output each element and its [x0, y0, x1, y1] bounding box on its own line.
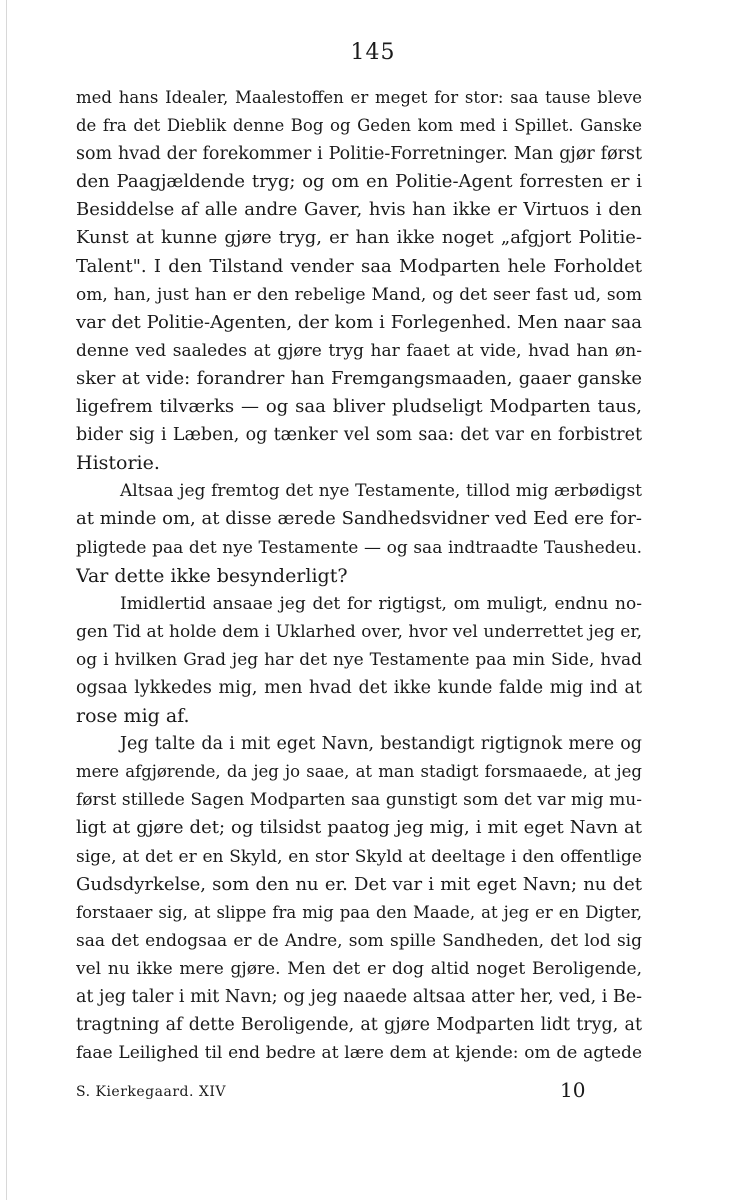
text-line: Var dette ikke besynderligt?: [76, 564, 348, 587]
text-line: faae Leilighed til end bedre at lære dem at kjende: om de agtede: [76, 1043, 642, 1064]
paragraph-first-line: Imidlertid ansaae jeg det for rigtigst, om muligt, endnu no-: [120, 593, 642, 614]
text-line: og i hvilken Grad jeg har det nye Testamente paa min Side, hvad: [76, 649, 642, 670]
text-line: om, han, just han er den rebelige Mand, og det seer fast ud, som: [76, 284, 642, 305]
text-line: Besiddelse af alle andre Gaver, hvis han ikke er Virtuos i den: [76, 199, 642, 221]
text-line: de fra det Dieblik denne Bog og Geden kom med i Spillet. Ganske: [76, 116, 642, 136]
sheet-number: 10: [560, 1078, 586, 1102]
paragraph-first-line: Altsaa jeg fremtog det nye Testamente, tillod mig ærbødigst: [120, 481, 642, 502]
page-edge: [6, 0, 7, 1200]
text-line: tragtning af dette Beroligende, at gjøre Modparten lidt tryg, at: [76, 1015, 642, 1036]
text-line: mere afgjørende, da jeg jo saae, at man stadigt forsmaaede, at jeg: [76, 762, 642, 782]
text-line: først stillede Sagen Modparten saa gunstigt som det var mig mu-: [76, 790, 642, 811]
text-line: ligt at gjøre det; og tilsidst paatog jeg mig, i mit eget Navn at: [76, 817, 642, 839]
text-line: saa det endogsaa er de Andre, som spille Sandheden, det lod sig: [76, 930, 642, 951]
text-line: bider sig i Læben, og tænker vel som saa: det var en forbistret: [76, 425, 642, 446]
text-line: at jeg taler i mit Navn; og jeg naaede altsaa atter her, ved, i Be-: [76, 987, 642, 1007]
text-line: rose mig af.: [76, 705, 190, 728]
text-line: ligefrem tilværks — og saa bliver pludseligt Modparten taus,: [76, 396, 642, 418]
signature-mark: S. Kierkegaard. XIV: [76, 1084, 226, 1100]
text-line: sker at vide: forandrer han Fremgangsmaaden, gaaer ganske: [76, 367, 642, 389]
text-line: Kunst at kunne gjøre tryg, er han ikke noget „afgjort Politie-: [76, 227, 642, 249]
text-line: var det Politie-Agenten, der kom i Forlegenhed. Men naar saa: [76, 311, 642, 333]
page-footer: [76, 1078, 642, 1102]
text-line: den Paagjældende tryg; og om en Politie-Agent forresten er i: [76, 171, 642, 193]
text-line: Historie.: [76, 452, 160, 475]
page-number: 145: [350, 40, 396, 65]
text-line: forstaaer sig, at slippe fra mig paa den Maade, at jeg er en Digter,: [76, 902, 642, 922]
paragraph-first-line: Jeg talte da i mit eget Navn, bestandigt rigtignok mere og: [120, 734, 642, 755]
text-line: Talent". I den Tilstand vender saa Modparten hele Forholdet: [76, 255, 642, 277]
body-text: [76, 84, 642, 1067]
text-line: denne ved saaledes at gjøre tryg har faaet at vide, hvad han øn-: [76, 340, 642, 361]
text-line: ogsaa lykkedes mig, men hvad det ikke kunde falde mig ind at: [76, 677, 642, 698]
text-line: sige, at det er en Skyld, en stor Skyld at deeltage i den offentlige: [76, 846, 642, 867]
text-line: med hans Idealer, Maalestoffen er meget for stor: saa tause bleve: [76, 88, 642, 107]
text-line: pligtede paa det nye Testamente — og saa indtraadte Taushedeu.: [76, 537, 642, 558]
text-line: Gudsdyrkelse, som den nu er. Det var i mit eget Navn; nu det: [76, 873, 642, 895]
text-line: vel nu ikke mere gjøre. Men det er dog altid noget Beroligende,: [76, 958, 642, 979]
text-line: gen Tid at holde dem i Uklarhed over, hvor vel underrettet jeg er,: [76, 621, 642, 642]
text-line: som hvad der forekommer i Politie-Forretninger. Man gjør først: [76, 144, 642, 165]
text-line: at minde om, at disse ærede Sandhedsvidner ved Eed ere for-: [76, 508, 642, 530]
